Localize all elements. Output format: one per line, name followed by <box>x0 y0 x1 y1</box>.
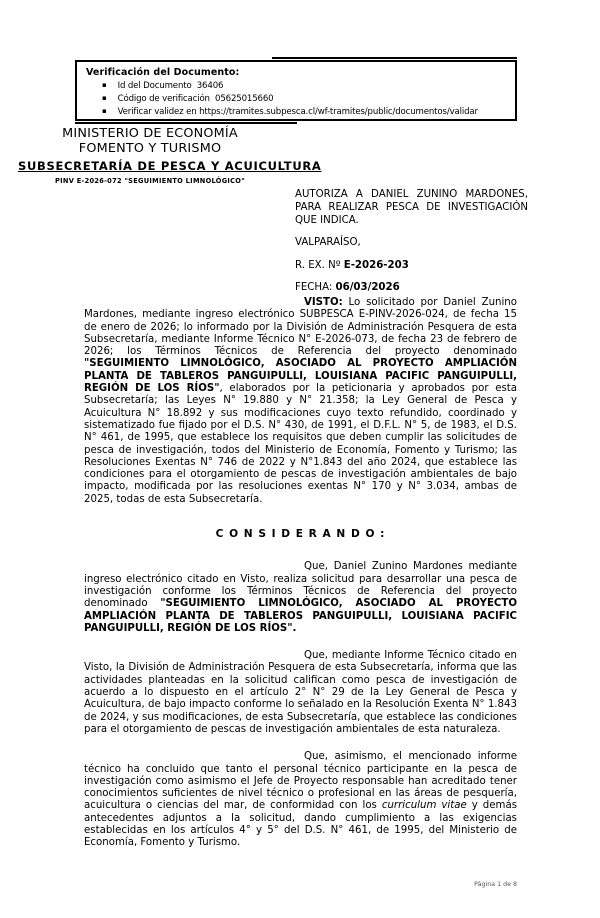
ministry-name-line2: FOMENTO Y TURISMO <box>78 141 222 156</box>
resolution-header-block <box>295 188 528 294</box>
resolution-date-label: FECHA: <box>295 282 336 293</box>
considerando-heading: C O N S I D E R A N D O : <box>215 528 386 541</box>
considerando-paragraph-3: Que, asimismo, el mencionado informe técnico ha concluido que tanto el personal técnico participante en la pesca de investigación como asimismo el Jefe de Proyecto responsable han acreditado tener conocimientos suficientes de nivel técnico o profesional en las áreas de pesquería, acuicultura o ciencias del mar, de conformidad con los curriculum vitae y demás antecedentes adjuntos a la solicitud, dando cumplimiento a las exigencias establecidas en los artículos 4° y 5° del D.S. N° 461, de 1995, del Ministerio de Economía, Fomento y Turismo. <box>84 751 517 849</box>
resolution-number-value: E-2026-203 <box>343 260 409 271</box>
ministry-name-line1: MINISTERIO DE ECONOMÍA <box>62 126 238 141</box>
resolution-number-line <box>295 259 528 272</box>
visto-paragraph: VISTO: Lo solicitado por Daniel Zunino Mardones, mediante ingreso electrónico SUBPESCA E-PINV-2026-024, de fecha 15 de enero de 2026; lo informado por la División de Administración Pesquera de esta Subsecretaría, mediante Informe Técnico N° E-2026-073, de fecha 23 de febrero de 2026; los Términos Técnicos de Referencia del proyecto denominado "SEGUIMIENTO LIMNOLÓGICO, ASOCIADO AL PROYECTO AMPLIACIÓN PLANTA DE TABLEROS PANGUIPULLI, LOUISIANA PACIFIC PANGUIPULLI, REGIÓN DE LOS RÍOS", elaborados por la peticionaria y aprobados por esta Subsecretaría; las Leyes N° 19.880 y N° 21.358; la Ley General de Pesca y Acuicultura N° 18.892 y sus modificaciones cuyo texto refundido, coordinado y sistematizado fue fijado por el D.S. N° 430, de 1991, el D.F.L. N° 5, de 1983, el D.S. N° 461, de 1995, que establece los requisitos que deben cumplir las solicitudes de pesca de investigación, todos del Ministerio de Economía, Fomento y Turismo; las Resoluciones Exentas N° 746 de 2022 y N°1.843 del año 2024, que establece las condiciones para el otorgamiento de pescas de investigación ambientales de bajo impacto, modificada por las resoluciones exentas N° 170 y N° 3.034, ambas de 2025, todas de esta Subsecretaría. <box>84 297 518 505</box>
resolution-date-line <box>295 281 528 294</box>
resolution-date-value: 06/03/2026 <box>335 282 400 293</box>
subsecretaria-title: SUBSECRETARÍA DE PESCA Y ACUICULTURA <box>18 159 322 173</box>
verification-box-bottom-line <box>75 122 297 124</box>
considerando-paragraph-2: Que, mediante Informe Técnico citado en Visto, la División de Administración Pesquera de esta Subsecretaría, informa que las actividades planteadas en la solicitud califican como pesca de investigación de acuerdo a lo dispuesto en el artículo 2° N° 29 de la Ley General de Pesca y Acuicultura, de bajo impacto conforme lo señalado en la Resolución Exenta N° 1.843 de 2024, y sus modificaciones, de esta Subsecretaría, que establece las condiciones para el otorgamiento de pescas de investigación ambientales de esta naturaleza. <box>84 650 517 735</box>
verification-title: Verificación del Documento: <box>86 67 240 78</box>
verification-box <box>75 60 517 121</box>
resolution-body <box>84 297 517 850</box>
resolution-city: VALPARAÍSO, <box>295 237 361 248</box>
verification-item-code: ▪ Código de verificación 05625015660 <box>102 93 507 106</box>
considerando-paragraph-1: Que, Daniel Zunino Mardones mediante ingreso electrónico citado en Visto, realiza solicitud para desarrollar una pesca de investigación conforme los Términos Técnicos de Referencia del proyecto denominado "SEGUIMIENTO LIMNOLÓGICO, ASOCIADO AL PROYECTO AMPLIACIÓN PLANTA DE TABLEROS PANGUIPULLI, LOUISIANA PACIFIC PANGUIPULLI, REGIÓN DE LOS RÍOS". <box>84 561 517 634</box>
resolution-subject: AUTORIZA A DANIEL ZUNINO MARDONES, PARA REALIZAR PESCA DE INVESTIGACIÓN QUE INDICA. <box>295 189 528 226</box>
project-reference: PINV E-2026-072 "SEGUIMIENTO LIMNOLÓGICO" <box>55 177 245 185</box>
page-indicator: Página 1 de 8 <box>474 881 517 888</box>
verification-box-top-line <box>272 57 517 59</box>
ministry-letterhead <box>40 126 260 156</box>
verification-list <box>86 80 507 119</box>
resolution-number-label: R. EX. Nº <box>295 260 344 271</box>
verification-item-document-id: ▪ Id del Documento 36406 <box>102 80 507 93</box>
verification-item-url: ▪ Verificar validez en https://tramites.subpesca.cl/wf-tramites/public/documentos/validar <box>102 106 507 119</box>
